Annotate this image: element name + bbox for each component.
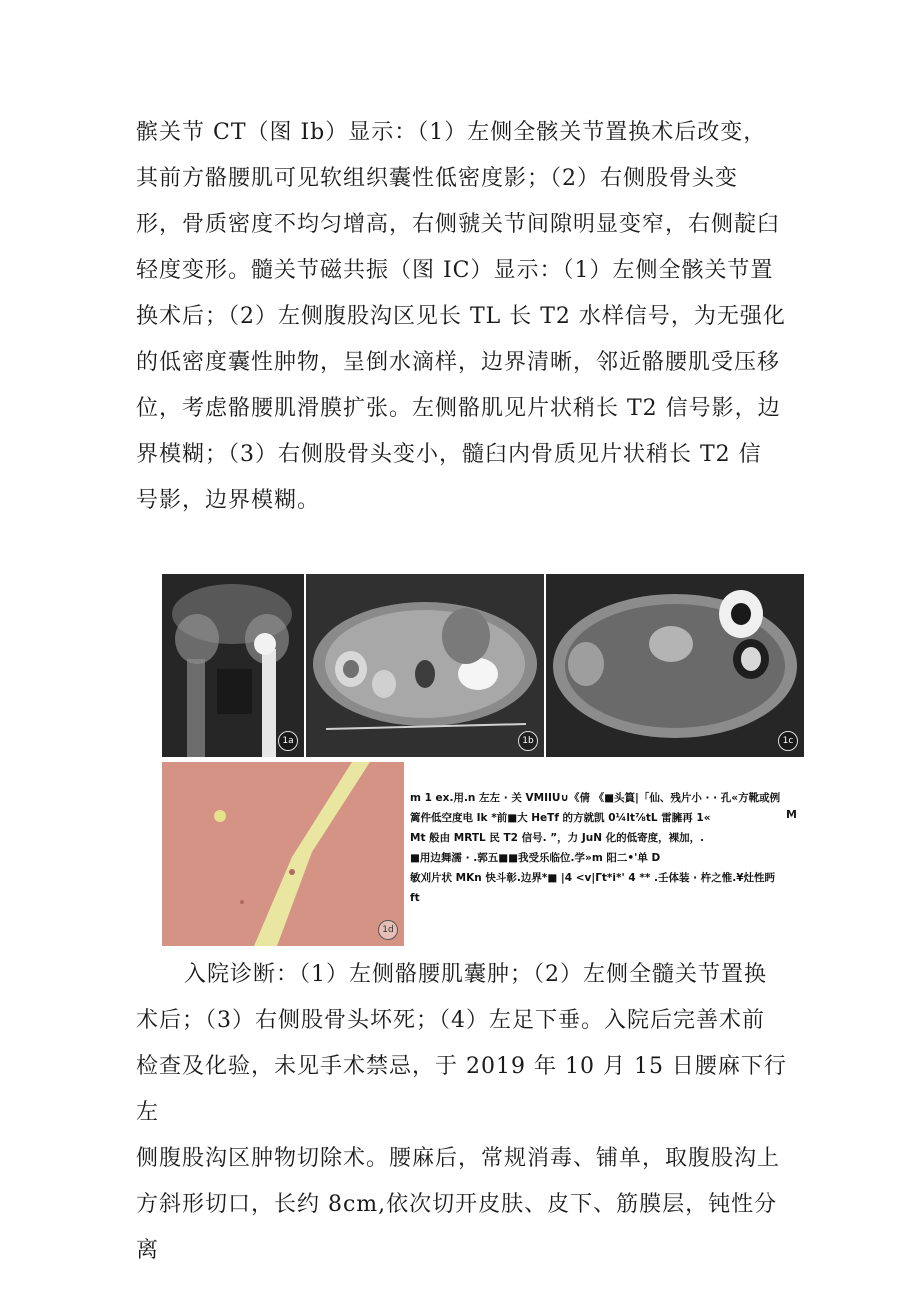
histology-image — [162, 762, 404, 946]
figure-label: 1b — [518, 731, 538, 751]
text-line: 形，骨质密度不均匀增高，右侧虢关节间隙明显变窄，右侧靛臼 — [136, 212, 781, 237]
figure-label: 1a — [278, 731, 298, 751]
text-line: 侧腹股沟区肿物切除术。腰麻后，常规消毒、铺单，取腹股沟上 — [136, 1146, 781, 1171]
text-line: 号影，边界模糊。 — [136, 488, 321, 513]
caption-line: ft — [410, 892, 420, 904]
paragraph-admission-diagnosis — [136, 952, 796, 1274]
figure-1c-mri — [546, 574, 804, 757]
text-line: 换术后；（2）左侧腹股沟区见长 TL 长 T2 水样信号，为无强化 — [136, 304, 786, 329]
caption-line: m 1 ex.用.n 左左 · 关 VMIIU∪《倩 《■头篔|「仙、残片小 · · 孔«方靴或例 — [410, 792, 781, 804]
text-line: 髌关节 CT（图 Ib）显示：（1）左侧全骸关节置换术后改变， — [136, 120, 767, 145]
mri-image — [546, 574, 804, 757]
text-line: 的低密度囊性肿物，呈倒水滴样，边界清晰，邻近骼腰肌受压移 — [136, 350, 781, 375]
caption-line: Mt 般由 MRTL 民 T2 信号. ”，力 JuN 化的低寄度，裸加，. — [410, 832, 705, 844]
text-line: 方斜形切口，长约 8cm,依次切开皮肤、皮下、筋膜层，钝性分离 — [136, 1192, 778, 1263]
text-line: 入院诊断：（1）左侧骼腰肌囊肿；（2）左侧全髓关节置换 — [184, 962, 767, 987]
figure-label: 1c — [778, 731, 798, 751]
figure-1b-ct — [306, 574, 544, 757]
figure-1d-histology — [162, 762, 404, 946]
text-line: 轻度变形。髓关节磁共振（图 IC）显示：（1）左侧全骸关节置 — [136, 258, 774, 283]
figure-label: 1d — [378, 920, 398, 940]
caption-line: 敏刈片状 MKn 快斗彰.边界*■ |4 <v|Γt*i*' 4 ** .壬体装 · 杵之惟.¥灶性眄 — [410, 872, 776, 884]
text-line: 检查及化验，未见手术禁忌，于 2019 年 10 月 15 日腰麻下行左 — [136, 1054, 787, 1125]
caption-line: ■用边舞濡 · .郭五■■我受乐临位.学»m 阳二•'单 D — [410, 852, 661, 864]
paragraph-imaging-findings — [136, 110, 796, 524]
xray-image — [162, 574, 304, 757]
figure-caption — [410, 788, 804, 908]
figure-1a-xray — [162, 574, 304, 757]
text-line: 位，考虑骼腰肌滑膜扩张。左侧骼肌见片状稍长 T2 信号影，边 — [136, 396, 781, 421]
text-line: 界模糊；（3）右侧股骨头变小，髓臼内骨质见片状稍长 T2 信 — [136, 442, 762, 467]
text-line: 术后；（3）右侧股骨头坏死；（4）左足下垂。入院后完善术前 — [136, 1008, 765, 1033]
ct-image — [306, 574, 544, 757]
caption-right-token: M — [786, 808, 797, 821]
text-line: 其前方骼腰肌可见软组织囊性低密度影；（2）右侧股骨头变 — [136, 166, 738, 191]
caption-line: 篱件低空度电 Ik *前■大 HeTf 的方就凯 0¼lt⅞tL 雷臃再 1« — [410, 812, 711, 824]
